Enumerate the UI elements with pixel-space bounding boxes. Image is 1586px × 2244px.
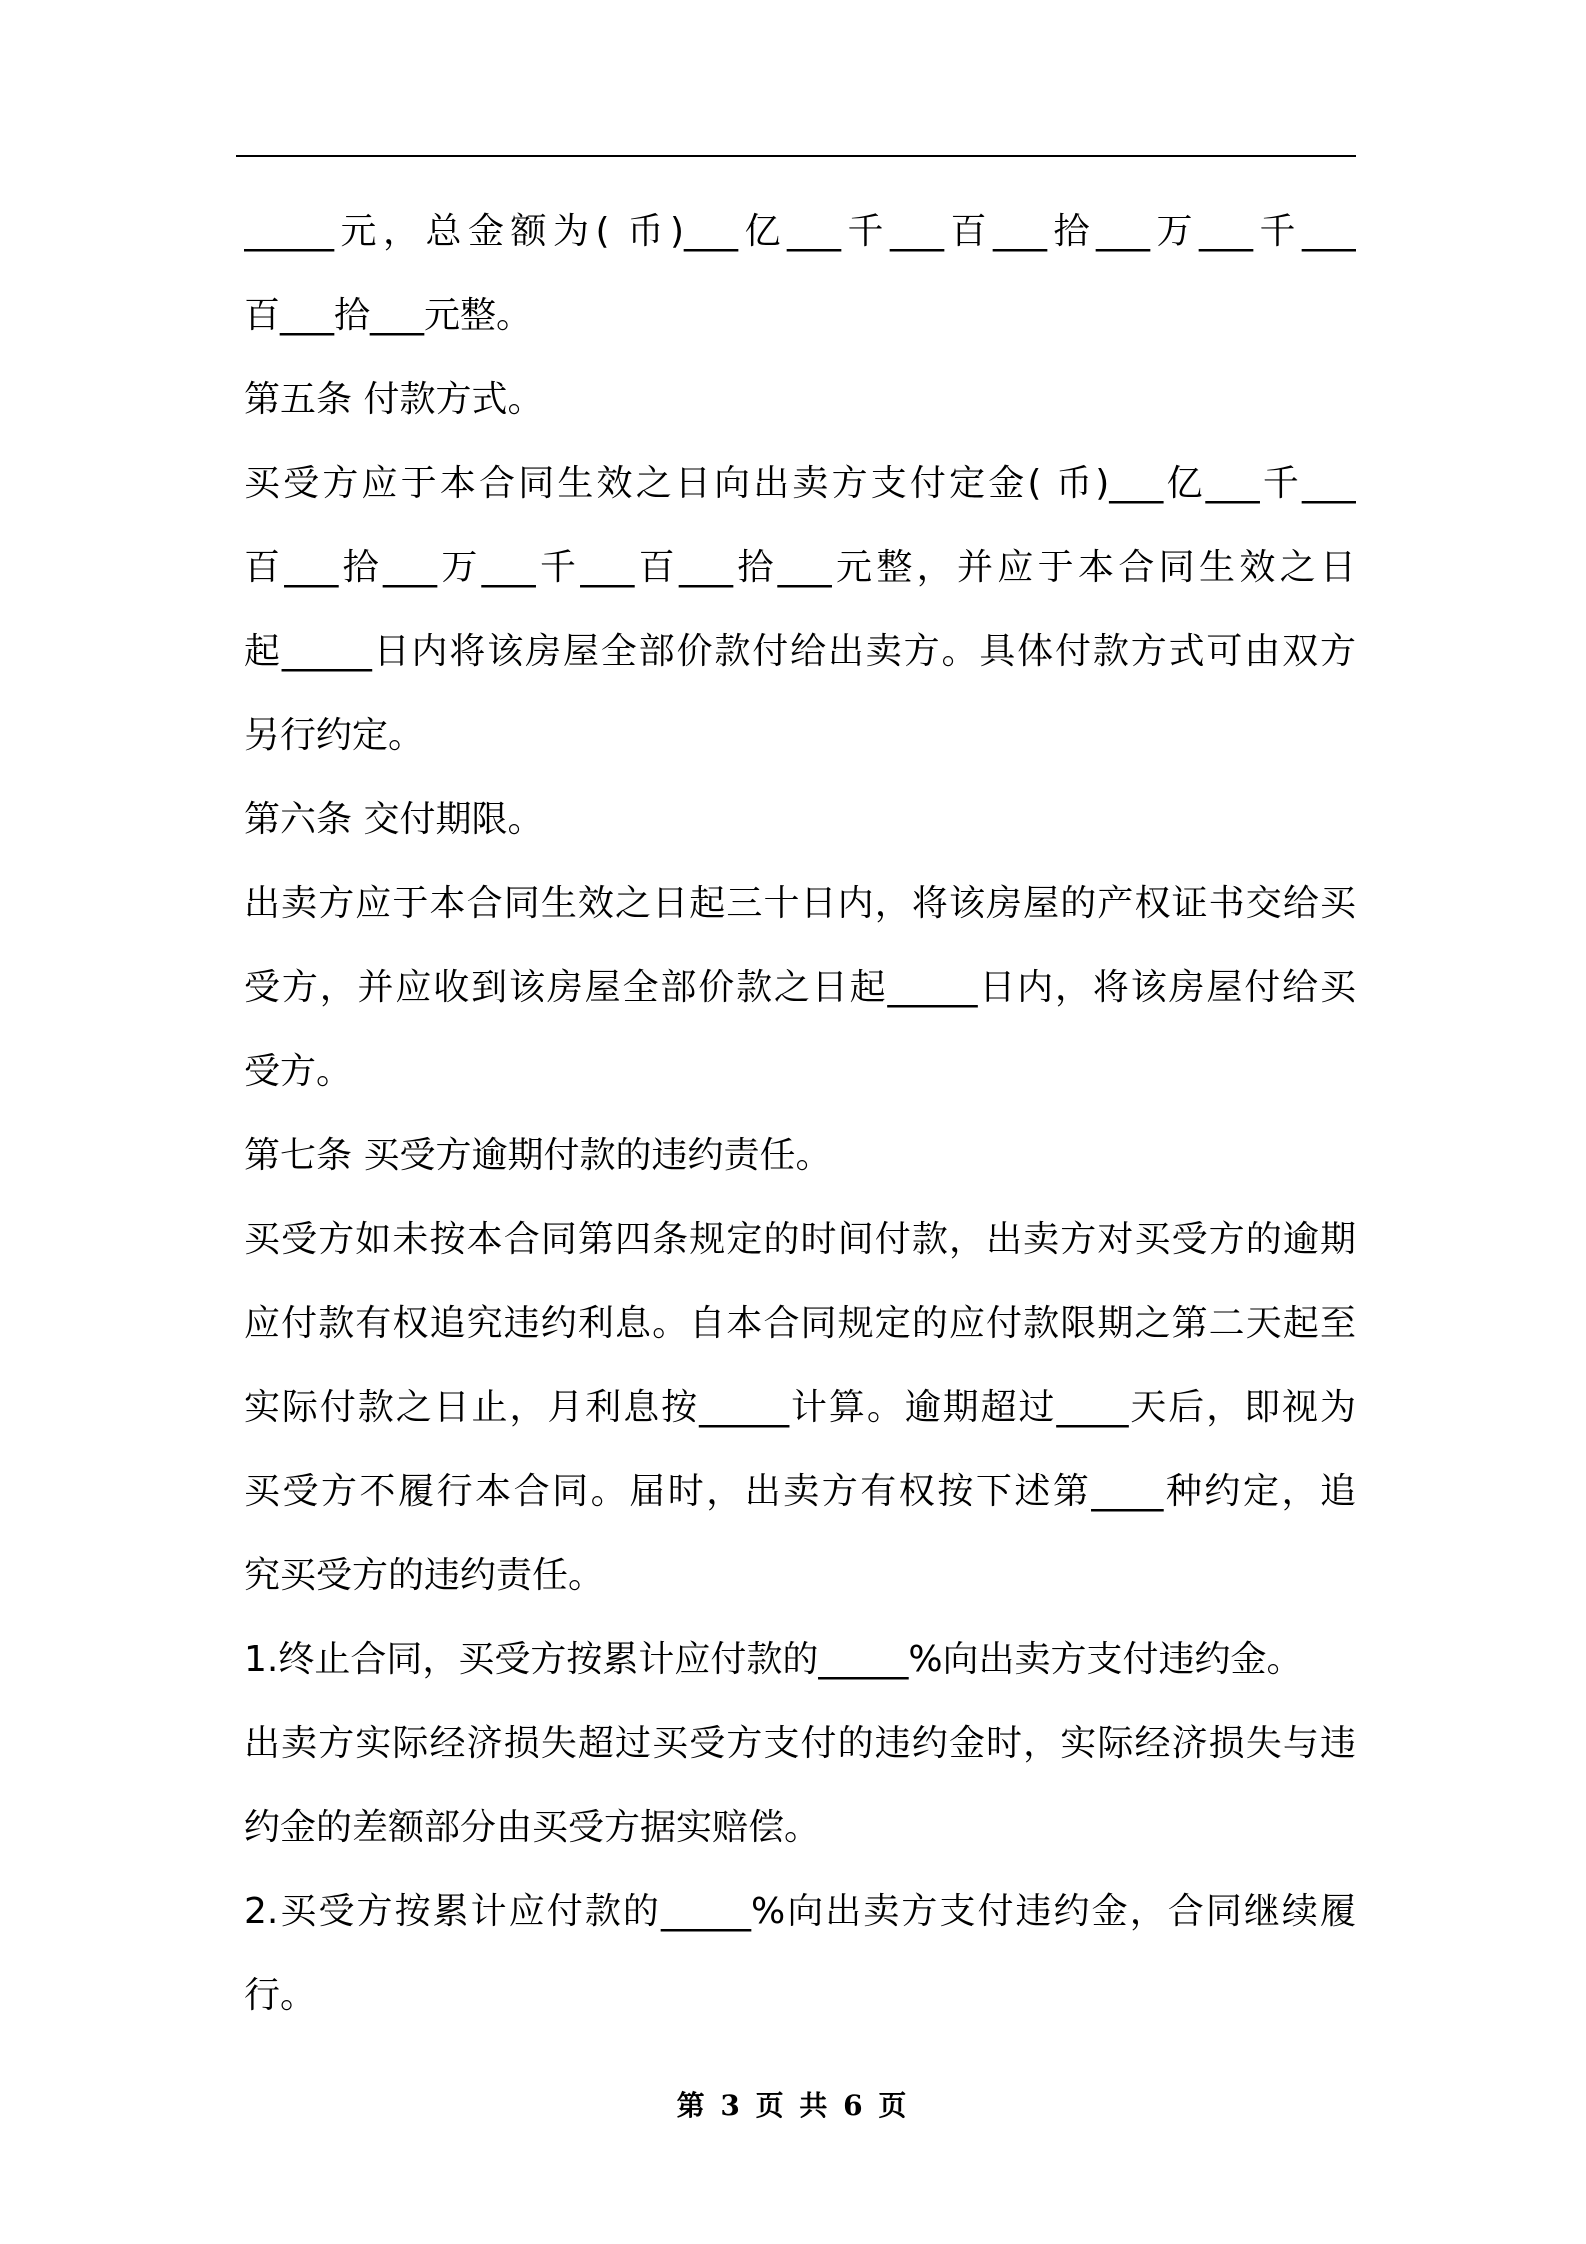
text-line: 行。 [244,1975,317,2016]
text-line: 应付款有权追究违约利息。自本合同规定的应付款限期之第二天起至 [244,1303,1356,1344]
page-number: 第 3 页 共 6 页 [676,2089,910,2122]
text-line: 出卖方实际经济损失超过买受方支付的违约金时，实际经济损失与违 [244,1723,1356,1764]
text-line: 1.终止合同，买受方按累计应付款的_____%向出卖方支付违约金。 [244,1639,1303,1680]
text-line: 另行约定。 [244,715,425,756]
text-line: 买受方如未按本合同第四条规定的时间付款，出卖方对买受方的逾期 [244,1219,1356,1260]
text-line: 出卖方应于本合同生效之日起三十日内，将该房屋的产权证书交给买 [244,883,1356,924]
text-line: 买受方不履行本合同。届时，出卖方有权按下述第____种约定，追 [244,1471,1356,1512]
text-line: 第五条 付款方式。 [244,379,544,420]
contract-body [244,190,1356,2038]
text-line: 起_____日内将该房屋全部价款付给出卖方。具体付款方式可由双方 [244,631,1356,672]
text-line: 受方，并应收到该房屋全部价款之日起_____日内，将该房屋付给买 [244,967,1356,1008]
text-line: 实际付款之日止，月利息按_____计算。逾期超过____天后，即视为 [244,1387,1356,1428]
text-line: 百___拾___万___千___百___拾___元整，并应于本合同生效之日 [244,547,1356,588]
text-line: 究买受方的违约责任。 [244,1555,605,1596]
text-line: 百___拾___元整。 [244,295,533,336]
text-line: _____元，总金额为( 币)___亿___千___百___拾___万___千___ [244,211,1356,252]
text-line: 第六条 交付期限。 [244,799,544,840]
header-rule [236,155,1356,157]
text-line: 约金的差额部分由买受方据实赔偿。 [244,1807,821,1848]
text-line: 2.买受方按累计应付款的_____%向出卖方支付违约金，合同继续履 [244,1891,1356,1932]
text-line: 买受方应于本合同生效之日向出卖方支付定金( 币)___亿___千___ [244,463,1356,504]
text-line: 第七条 买受方逾期付款的违约责任。 [244,1135,832,1176]
text-line: 受方。 [244,1051,353,1092]
